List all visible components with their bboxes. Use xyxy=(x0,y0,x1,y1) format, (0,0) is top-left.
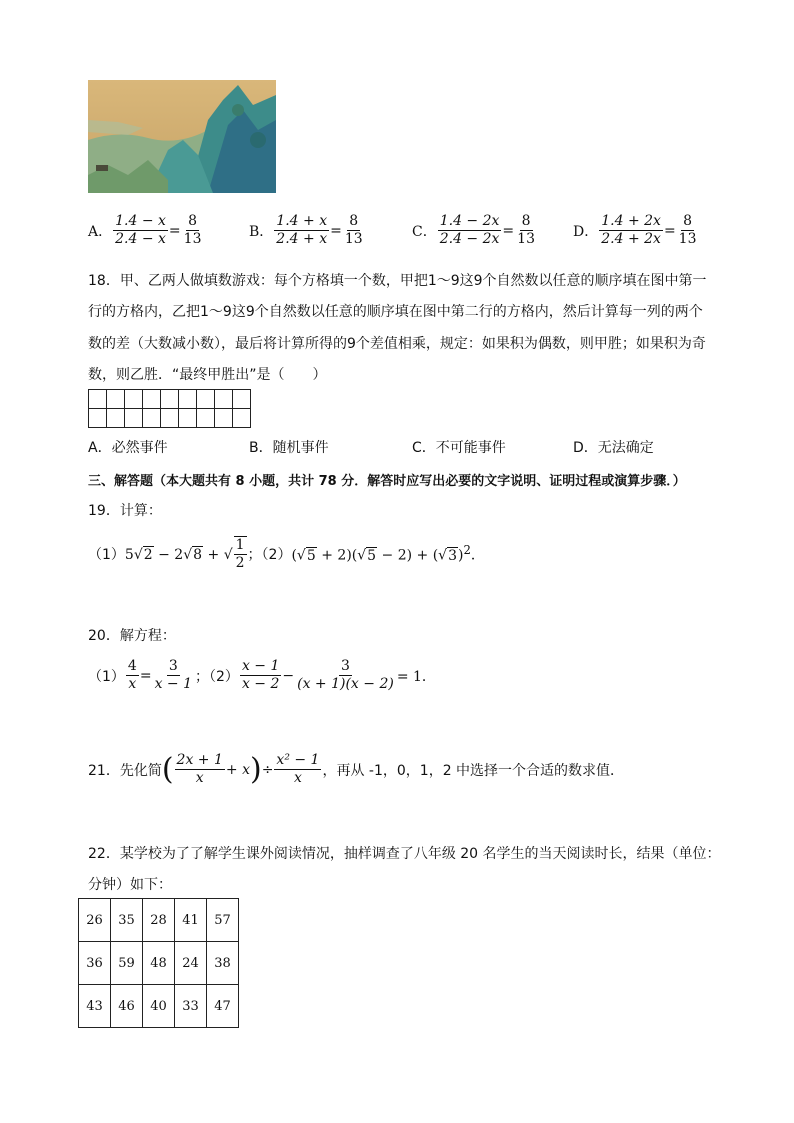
q18-grid xyxy=(88,389,251,428)
table-cell: 48 xyxy=(143,942,175,985)
q18-line-4: 数，则乙胜．“最终甲胜出”是（ ） xyxy=(88,367,327,383)
table-cell: 24 xyxy=(175,942,207,985)
q18-line-2: 行的方格内，乙把1～9这9个自然数以任意的顺序填在图中第二行的方格内，然后计算每一列的两个 xyxy=(88,304,703,320)
table-cell: 28 xyxy=(143,899,175,942)
q22-reading-time-table xyxy=(78,898,239,1028)
table-cell: 26 xyxy=(79,899,111,942)
q17-option-b-rhs: $\frac{8}{13}$ xyxy=(344,213,363,247)
q18-option-a: A．必然事件 xyxy=(88,440,168,456)
table-cell: 59 xyxy=(111,942,143,985)
q21-expression: 21．先化简 ( $\frac{2x + 1}{x}$ + x ) ÷ $\frac{\text{x² − 1}}{x}$ ，再从 -1，0，1，2 中选择一个合适的数求值． xyxy=(88,751,625,787)
q18-line-1: 18．甲、乙两人做填数游戏：每个方格填一个数，甲把1～9这9个自然数以任意的顺序填在图中第一 xyxy=(88,273,707,289)
landscape-painting-image xyxy=(88,80,276,193)
q17-option-c-lhs: $\frac{1.4 - 2x}{2.4 - 2x}$ xyxy=(439,213,500,247)
q18-option-c: C．不可能事件 xyxy=(412,440,506,456)
q18-line-3: 数的差（大数减小数），最后将计算所得的9个差值相乘，规定：如果积为偶数，则甲胜；如果积为奇 xyxy=(88,336,706,352)
q17-option-a-rhs: $\frac{8}{13}$ xyxy=(183,213,202,247)
q18-option-d: D．无法确定 xyxy=(573,440,654,456)
q17-option-d-lhs: $\frac{1.4 + 2x}{2.4 + 2x}$ xyxy=(601,213,661,247)
q22-line-2: 分钟）如下： xyxy=(88,877,172,893)
q17-option-a: A． $\frac{1.4 - x}{2.4 - x}$ = $\frac{8}{13}$ xyxy=(88,213,202,247)
table-cell: 38 xyxy=(207,942,239,985)
q17-option-a-lhs: $\frac{1.4 - x}{2.4 - x}$ xyxy=(115,213,166,247)
q17-option-b: B． $\frac{1.4 + x}{2.4 + x}$ = $\frac{8}{13}$ xyxy=(249,213,363,247)
q17-option-c-rhs: $\frac{8}{13}$ xyxy=(517,213,535,247)
q18-grid-row-1 xyxy=(89,390,251,409)
table-row xyxy=(79,985,239,1028)
q19-expression: （1） 5√2 − 2√8 + √ $\frac{1}{2}$ ；（2） $(√5 + 2)(√5 - 2) + (√3)^2$． xyxy=(88,537,485,571)
q20-title: 20．解方程： xyxy=(88,628,176,644)
table-cell: 40 xyxy=(143,985,175,1028)
section-3-heading: 三、解答题（本大题共有 8 小题，共计 78 分．解答时应写出必要的文字说明、证明过程或演算步骤．） xyxy=(88,474,686,489)
q20-equations: （1） $\frac{4}{x}$ = $\frac{3}{x - 1}$ ；（2） $\frac{x - 1}{x - 2}$ − $\frac{3}{(x + 1)(x - 2)}$ = 1． xyxy=(88,658,436,692)
q17-option-c: C． $\frac{1.4 - 2x}{2.4 - 2x}$ = $\frac{8}{13}$ xyxy=(412,213,535,247)
table-cell: 57 xyxy=(207,899,239,942)
q17-option-d-rhs: $\frac{8}{13}$ xyxy=(678,213,697,247)
table-cell: 35 xyxy=(111,899,143,942)
table-cell: 33 xyxy=(175,985,207,1028)
q19-title: 19．计算： xyxy=(88,503,162,519)
table-row xyxy=(79,899,239,942)
table-cell: 36 xyxy=(79,942,111,985)
q17-option-d: D． $\frac{1.4 + 2x}{2.4 + 2x}$ = $\frac{8}{13}$ xyxy=(573,213,697,247)
q17-option-b-lhs: $\frac{1.4 + x}{2.4 + x}$ xyxy=(276,213,328,247)
table-cell: 43 xyxy=(79,985,111,1028)
table-row xyxy=(79,942,239,985)
table-cell: 46 xyxy=(111,985,143,1028)
q18-grid-row-2 xyxy=(89,409,251,428)
q18-option-b: B．随机事件 xyxy=(249,440,329,456)
q22-line-1: 22．某学校为了了解学生课外阅读情况，抽样调查了八年级 20 名学生的当天阅读时长，结果（单位： xyxy=(88,846,721,862)
table-cell: 47 xyxy=(207,985,239,1028)
table-cell: 41 xyxy=(175,899,207,942)
